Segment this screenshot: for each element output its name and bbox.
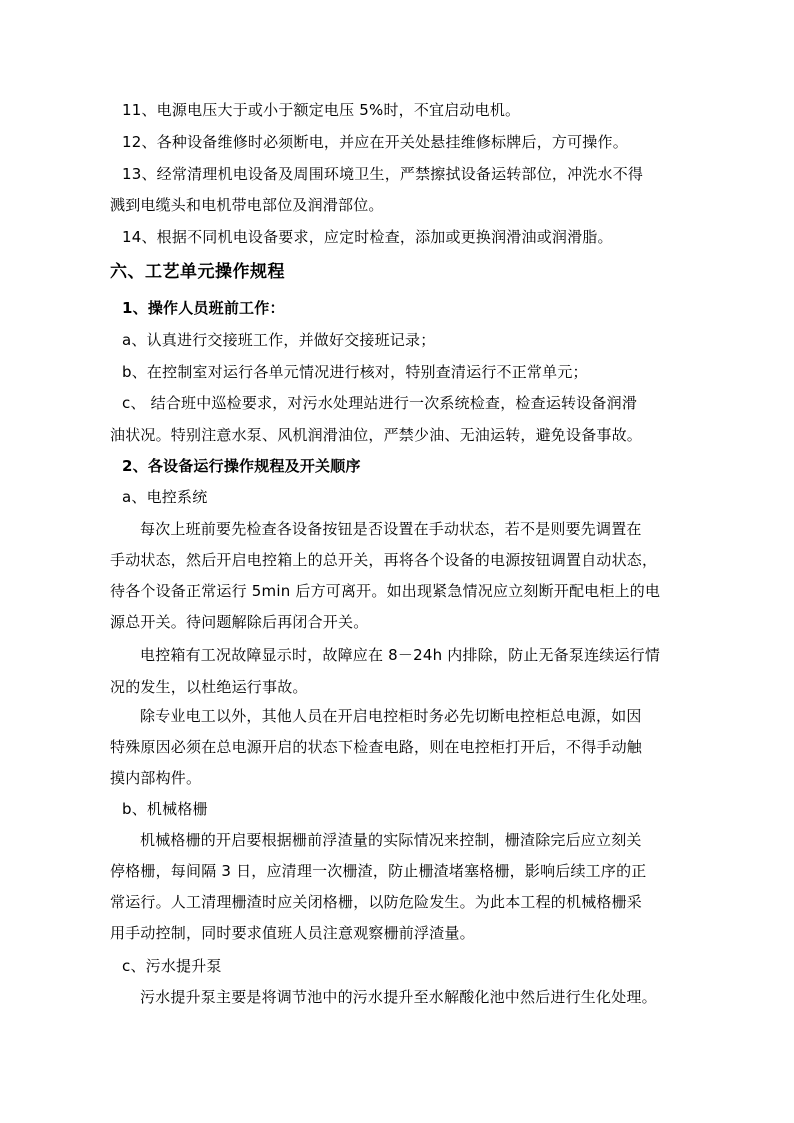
paragraph-b1-line1: 机械格栅的开启要根据栅前浮渣量的实际情况来控制，栅渣除完后应立刻关 xyxy=(140,831,642,849)
list-item-1a: a、认真进行交接班工作，并做好交接班记录； xyxy=(122,331,436,349)
paragraph-b1-line2: 停格栅，每间隔 3 日，应清理一次栅渣，防止栅渣堵塞格栅，影响后续工序的正 xyxy=(110,862,647,880)
list-item-1c-line2: 油状况。特别注意水泵、风机润滑油位，严禁少油、无油运转，避免设备事故。 xyxy=(110,426,643,444)
list-item-12: 12、各种设备维修时必须断电，并应在开关处悬挂维修标牌后，方可操作。 xyxy=(122,133,628,151)
list-item-13-line2: 溅到电缆头和电机带电部位及润滑部位。 xyxy=(110,196,384,214)
paragraph-a1-line4: 源总开关。待问题解除后再闭合开关。 xyxy=(110,613,369,631)
list-item-14: 14、根据不同机电设备要求，应定时检查，添加或更换润滑油或润滑脂。 xyxy=(122,228,613,246)
subsection-heading-2: 2、各设备运行操作规程及开关顺序 xyxy=(122,457,361,475)
paragraph-a2-line1: 电控箱有工况故障显示时，故障应在 8－24h 内排除，防止无备泵连续运行情 xyxy=(140,646,661,664)
paragraph-a1-line3: 待各个设备正常运行 5min 后方可离开。如出现紧急情况应立刻断开配电柜上的电 xyxy=(110,582,661,600)
subsection-heading-1: 1、操作人员班前工作： xyxy=(122,299,285,317)
paragraph-a1-line2: 手动状态，然后开启电控箱上的总开关，再将各个设备的电源按钮调置自动状态， xyxy=(110,551,658,569)
subsection-c-title: c、污水提升泵 xyxy=(122,957,222,975)
paragraph-c1-line1: 污水提升泵主要是将调节池中的污水提升至水解酸化池中然后进行生化处理。 xyxy=(140,988,657,1006)
section-heading: 六、工艺单元操作规程 xyxy=(110,262,285,282)
paragraph-a3-line2: 特殊原因必须在总电源开启的状态下检查电路，则在电控柜打开后，不得手动触 xyxy=(110,738,643,756)
subsection-b-title: b、机械格栅 xyxy=(122,800,208,818)
paragraph-b1-line4: 用手动控制，同时要求值班人员注意观察栅前浮渣量。 xyxy=(110,924,475,942)
subsection-a-title: a、电控系统 xyxy=(122,488,208,506)
list-item-13-line1: 13、经常清理机电设备及周围环境卫生，严禁擦拭设备运转部位，冲洗水不得 xyxy=(122,165,644,183)
list-item-11: 11、电源电压大于或小于额定电压 5%时，不宜启动电机。 xyxy=(122,101,521,119)
paragraph-a1-line1: 每次上班前要先检查各设备按钮是否设置在手动状态，若不是则要先调置在 xyxy=(140,520,642,538)
paragraph-a2-line2: 况的发生，以杜绝运行事故。 xyxy=(110,678,308,696)
list-item-1b: b、在控制室对运行各单元情况进行核对，特别查清运行不正常单元； xyxy=(122,363,588,381)
paragraph-a3-line1: 除专业电工以外，其他人员在开启电控柜时务必先切断电控柜总电源，如因 xyxy=(140,707,642,725)
paragraph-b1-line3: 常运行。人工清理栅渣时应关闭格栅，以防危险发生。为此本工程的机械格栅采 xyxy=(110,893,643,911)
paragraph-a3-line3: 摸内部构件。 xyxy=(110,769,202,787)
list-item-1c-line1: c、 结合班中巡检要求，对污水处理站进行一次系统检查，检查运转设备润滑 xyxy=(122,394,638,412)
